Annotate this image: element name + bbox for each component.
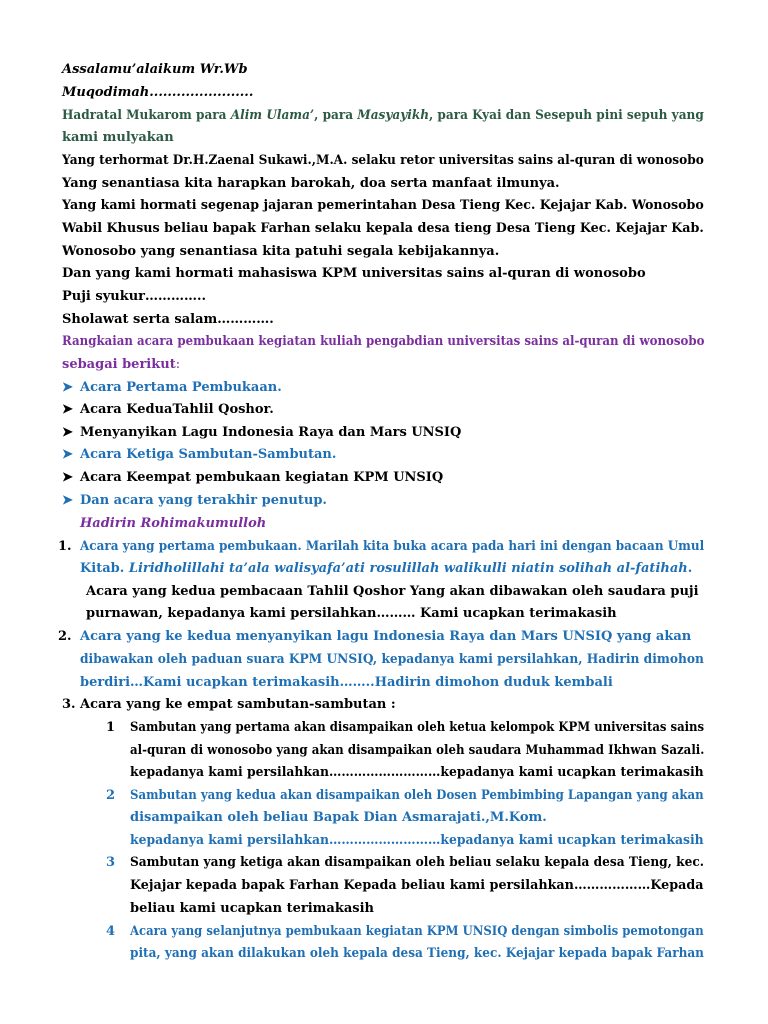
tahlil-line-2: purnawan, kepadanya kami persilahkan……… Kami ucapkan terimakasih [86, 606, 617, 621]
agenda-item: Dan acara yang terakhir penutup. [80, 493, 327, 508]
puji-syukur: Puji syukur………….. [62, 289, 207, 304]
item-2-line-3: berdiri…Kami ucapkan terimakasih……..Hadirin dimohon duduk kembali [80, 675, 613, 690]
arrow-bullet-icon: ➤ [62, 425, 73, 440]
honored-line: Yang terhormat Dr.H.Zaenal Sukawi.,M.A. selaku retor universitas sains al-quran di wonosobo [62, 153, 704, 168]
speech-number: 4 [106, 924, 116, 939]
speech-line: Acara yang selanjutnya pembukaan kegiatan KPM UNSIQ dengan simbolis pemotongan [130, 924, 704, 939]
agenda-item: Acara Keempat pembukaan kegiatan KPM UNSIQ [80, 470, 444, 485]
speech-line: Sambutan yang kedua akan disampaikan oleh Dosen Pembimbing Lapangan yang akan [130, 788, 704, 803]
item-3-line: Acara yang ke empat sambutan-sambutan : [80, 697, 396, 712]
item-2-line-1: Acara yang ke kedua menyanyikan lagu Indonesia Raya dan Mars UNSIQ yang akan [80, 629, 692, 644]
rundown-intro-line-2: sebagai berikut: [62, 357, 181, 372]
honored-line: Dan yang kami hormati mahasiswa KPM universitas sains al-quran di wonosobo [62, 266, 646, 281]
tahlil-line-1: Acara yang kedua pembacaan Tahlil Qoshor Yang akan dibawakan oleh saudara puji [86, 584, 699, 599]
item-2-line-2: dibawakan oleh paduan suara KPM UNSIQ, kepadanya kami persilahkan, Hadirin dimohon [80, 652, 704, 667]
arrow-bullet-icon: ➤ [62, 402, 73, 417]
rundown-intro-line-1: Rangkaian acara pembukaan kegiatan kuliah pengabdian universitas sains al-quran di wonosobo [62, 334, 705, 349]
honored-line: Wonosobo yang senantiasa kita patuhi segala kebijakannya. [62, 244, 500, 259]
honored-line: Yang kami hormati segenap jajaran pemerintahan Desa Tieng Kec. Kejajar Kab. Wonosobo [62, 198, 704, 213]
agenda-item: Acara Ketiga Sambutan-Sambutan. [80, 447, 337, 462]
honored-line: Wabil Khusus beliau bapak Farhan selaku kepala desa tieng Desa Tieng Kec. Kejajar Kab. [62, 221, 704, 236]
item-number: 1. [58, 539, 72, 554]
arrow-bullet-icon: ➤ [62, 447, 73, 462]
speech-line: pita, yang akan dilakukan oleh kepala desa Tieng, kec. Kejajar kepada bapak Farhan [130, 946, 704, 961]
sholawat: Sholawat serta salam…………. [62, 312, 274, 327]
speech-line: al-quran di wonosobo yang akan disampaikan oleh saudara Muhammad Ikhwan Sazali. [130, 743, 705, 758]
speech-line: beliau kami ucapkan terimakasih [130, 901, 374, 916]
opening-line-1: Hadratal Mukarom para Alim Ulama’, para Masyayikh, para Kyai dan Sesepuh pini sepuh yang [62, 108, 704, 123]
speech-line: Sambutan yang pertama akan disampaikan oleh ketua kelompok KPM universitas sains [130, 720, 705, 735]
speech-line: Kejajar kepada bapak Farhan Kepada beliau kami persilahkan………………Kepada [130, 878, 704, 893]
honored-line: Yang senantiasa kita harapkan barokah, doa serta manfaat ilmunya. [62, 176, 560, 191]
speech-line: Sambutan yang ketiga akan disampaikan oleh beliau selaku kepala desa Tieng, kec. [130, 855, 704, 870]
speech-number: 3 [106, 855, 116, 870]
item-number: 3. [62, 697, 76, 712]
agenda-item: Acara KeduaTahlil Qoshor. [80, 402, 274, 417]
arrow-bullet-icon: ➤ [62, 470, 73, 485]
hadirin-heading: Hadirin Rohimakumulloh [80, 516, 267, 531]
agenda-item: Acara Pertama Pembukaan. [80, 380, 282, 395]
item-1-line-2: Kitab. Liridholillahi ta’ala walisyafa’ati rosulillah walikulli niatin solihah al-fatihah. [80, 561, 693, 576]
speech-line: kepadanya kami persilahkan………………………kepadanya kami ucapkan terimakasih [130, 765, 704, 780]
agenda-item: Menyanyikan Lagu Indonesia Raya dan Mars UNSIQ [80, 425, 462, 440]
speech-line: kepadanya kami persilahkan………………………kepadanya kami ucapkan terimakasih [130, 833, 704, 848]
arrow-bullet-icon: ➤ [62, 493, 73, 508]
item-1-line-1: Acara yang pertama pembukaan. Marilah kita buka acara pada hari ini dengan bacaan Umul [80, 539, 705, 554]
opening-line-2: kami mulyakan [62, 130, 174, 145]
greeting: Assalamu’alaikum Wr.Wb [62, 62, 248, 77]
muqodimah: Muqodimah....................... [62, 85, 254, 100]
speech-line: disampaikan oleh beliau Bapak Dian Asmarajati.,M.Kom. [130, 810, 547, 825]
arrow-bullet-icon: ➤ [62, 380, 73, 395]
speech-number: 1 [106, 720, 116, 735]
item-number: 2. [58, 629, 72, 644]
speech-number: 2 [106, 788, 116, 803]
